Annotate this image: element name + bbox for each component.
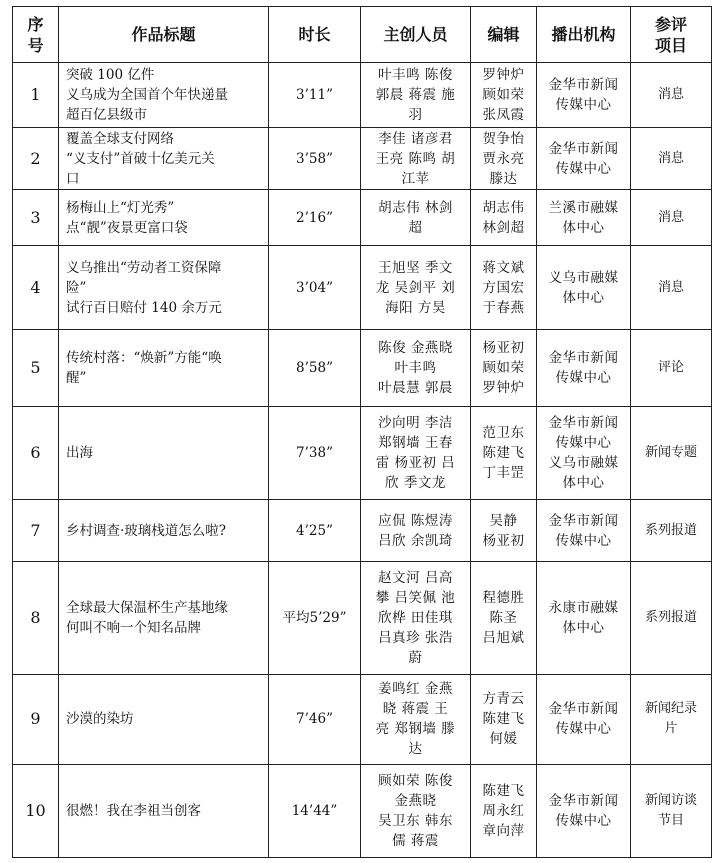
cell-line: 杨亚初 (482, 532, 525, 549)
creators (361, 562, 471, 674)
cell-line: 丁丰罡 (482, 464, 525, 481)
table-row (13, 128, 712, 190)
editors (471, 63, 537, 128)
table-row (13, 674, 712, 764)
header-category: 参评 项目 (631, 7, 712, 63)
row-number: 5 (13, 329, 59, 406)
cell-line: 覆盖全球支付网络 (66, 130, 174, 147)
work-title (59, 329, 269, 406)
cell-line: 节目 (657, 812, 684, 828)
editors (471, 500, 537, 562)
cell-line: 叶晨慧 郭晨 (378, 379, 453, 396)
work-title (59, 764, 269, 857)
cell-line: 评论 (657, 359, 684, 375)
creators (361, 246, 471, 329)
cell-line: 羽 (408, 107, 423, 124)
row-number: 6 (13, 406, 59, 499)
cell-line: 贺争怡 (482, 130, 525, 147)
duration: 3’11” (269, 63, 361, 128)
cell-line: 罗钟炉 (482, 379, 525, 396)
work-title (59, 246, 269, 329)
cell-line: 林剑超 (482, 219, 525, 236)
cell-line: 吴卫东 韩东 (378, 812, 453, 829)
cell-line: 传媒中心 (555, 97, 612, 114)
cell-line: 传媒中心 (555, 434, 612, 451)
award-category (631, 764, 712, 857)
cell-line: 何媛 (489, 731, 518, 748)
cell-line: 金华市新闻 (548, 792, 619, 809)
cell-line: 系列报道 (644, 522, 697, 538)
row-number: 9 (13, 674, 59, 764)
broadcast-org (537, 63, 631, 128)
cell-line: 金华市新闻 (548, 701, 619, 718)
table-row (13, 562, 712, 674)
broadcast-org (537, 674, 631, 764)
editors (471, 406, 537, 499)
cell-line: 江苹 (401, 170, 430, 187)
cell-line: 周永红 (482, 802, 525, 819)
broadcast-org (537, 406, 631, 499)
duration: 8’58” (269, 329, 361, 406)
cell-line: 体中心 (562, 474, 605, 491)
header-title: 作品标题 (59, 7, 269, 63)
cell-line: 突破 100 亿件 (66, 67, 155, 84)
broadcast-org (537, 764, 631, 857)
cell-line: 贾永亮 (482, 150, 525, 167)
cell-line: 顾如荣 陈俊 (378, 772, 453, 789)
cell-line: 乡村调查·玻璃栈道怎么啦? (66, 522, 227, 539)
cell-line: 沙向明 李洁 (378, 414, 453, 431)
cell-line: 陈圣 (489, 609, 518, 626)
cell-line: 于春燕 (482, 299, 525, 316)
row-number: 8 (13, 562, 59, 674)
cell-line: 方青云 (482, 691, 525, 708)
duration: 3’04” (269, 246, 361, 329)
cell-line: 新闻纪录 (644, 701, 697, 717)
cell-line: 程德胜 (482, 589, 525, 606)
cell-line: “义支付”首破十亿美元关 (66, 150, 215, 167)
table-row (13, 500, 712, 562)
work-title (59, 190, 269, 246)
cell-line: 片 (664, 721, 678, 737)
cell-line: 吴静 (489, 512, 518, 529)
editors (471, 764, 537, 857)
cell-line: 兰溪市融媒 (548, 199, 619, 216)
cell-line: 蔚 (408, 649, 423, 666)
cell-line: 郭晨 蒋震 施 (375, 87, 456, 104)
cell-line: 陈建飞 (482, 444, 525, 461)
cell-line: 试行百日赔付 140 余万元 (66, 299, 222, 316)
cell-line: 滕达 (489, 170, 518, 187)
cell-line: 姜鸣红 金燕 (378, 681, 453, 698)
broadcast-org (537, 562, 631, 674)
creators (361, 63, 471, 128)
editors (471, 562, 537, 674)
cell-line: 义乌市融媒 (548, 454, 619, 471)
cell-line: 吕欣 余凯琦 (378, 532, 453, 549)
cell-line: 叶丰鸣 (394, 359, 437, 376)
cell-line: 金华市新闻 (548, 512, 619, 529)
creators (361, 500, 471, 562)
work-title (59, 674, 269, 764)
creators (361, 674, 471, 764)
cell-line: 章向萍 (482, 822, 525, 839)
cell-line: 传统村落：“焕新”方能“唤 (66, 349, 222, 366)
cell-line: 全球最大保温杯生产基地缘 (66, 599, 228, 616)
broadcast-org (537, 190, 631, 246)
award-category (631, 246, 712, 329)
award-category (631, 128, 712, 190)
table-row (13, 63, 712, 128)
cell-line: 赵文河 吕高 (378, 569, 453, 586)
cell-line: 吕旭斌 (482, 629, 525, 646)
header-duration: 时长 (269, 7, 361, 63)
broadcast-org (537, 500, 631, 562)
creators (361, 190, 471, 246)
cell-line: 系列报道 (644, 609, 697, 625)
cell-line: 醒” (66, 369, 87, 386)
cell-line: 陈建飞 (482, 711, 525, 728)
header-row (13, 7, 712, 63)
cell-line: 郑钢墙 王春 (378, 434, 453, 451)
cell-line: 很燃！我在李祖当创客 (66, 802, 201, 819)
cell-line: 新闻专题 (644, 444, 697, 460)
cell-line: 王旭坚 季文 (378, 259, 453, 276)
cell-line: 杨亚初 (482, 339, 525, 356)
cell-line: 李佳 诸彦君 (378, 130, 453, 147)
row-number: 7 (13, 500, 59, 562)
cell-line: 方国宏 (482, 279, 525, 296)
creators (361, 764, 471, 857)
editors (471, 674, 537, 764)
cell-line: 新闻访谈 (644, 792, 697, 808)
table-row (13, 190, 712, 246)
work-title (59, 562, 269, 674)
header-seq: 序 号 (13, 7, 59, 63)
cell-line: 传媒中心 (555, 532, 612, 549)
cell-line: 出海 (66, 444, 93, 461)
row-number: 3 (13, 190, 59, 246)
duration: 7’38” (269, 406, 361, 499)
cell-line: 金华市新闻 (548, 77, 619, 94)
duration: 平均5’29” (269, 562, 361, 674)
cell-line: 杨梅山上“灯光秀” (66, 199, 175, 216)
editors (471, 246, 537, 329)
cell-line: 陈建飞 (482, 782, 525, 799)
cell-line: 顾如荣 (482, 359, 525, 376)
cell-line: 消息 (657, 279, 684, 295)
cell-line: 义乌推出“劳动者工资保障 (66, 259, 222, 276)
award-category (631, 329, 712, 406)
creators (361, 329, 471, 406)
cell-line: 雷 杨亚初 吕 (375, 454, 456, 471)
award-category (631, 500, 712, 562)
cell-line: 海阳 方昊 (385, 299, 446, 316)
cell-line: 应侃 陈煜涛 (378, 512, 453, 529)
cell-line: 体中心 (562, 619, 605, 636)
cell-line: 消息 (657, 209, 684, 225)
row-number: 1 (13, 63, 59, 128)
row-number: 2 (13, 128, 59, 190)
table-row (13, 764, 712, 857)
cell-line: 叶丰鸣 陈俊 (378, 67, 453, 84)
cell-line: 儒 蒋震 (392, 832, 439, 849)
cell-line: 点“靓”夜景更富口袋 (66, 219, 188, 236)
award-category (631, 406, 712, 499)
cell-line: 蒋文斌 (482, 259, 525, 276)
cell-line: 消息 (657, 150, 684, 166)
cell-line: 金华市新闻 (548, 349, 619, 366)
cell-line: 范卫东 (482, 424, 525, 441)
creators (361, 406, 471, 499)
duration: 7’46” (269, 674, 361, 764)
cell-line: 义乌市融媒 (548, 269, 619, 286)
editors (471, 329, 537, 406)
cell-line: 攀 吕笑佩 池 (375, 589, 456, 606)
editors (471, 128, 537, 190)
cell-line: 超百亿县级市 (66, 107, 147, 124)
cell-line: 欣桦 田佳琪 (378, 609, 453, 626)
cell-line: 传媒中心 (555, 160, 612, 177)
header-creators: 主创人员 (361, 7, 471, 63)
work-title (59, 406, 269, 499)
work-title (59, 500, 269, 562)
row-number: 4 (13, 246, 59, 329)
header-editors: 编辑 (471, 7, 537, 63)
cell-line: 何叫不响一个知名品牌 (66, 619, 201, 636)
cell-line: 消息 (657, 87, 684, 103)
duration: 14’44” (269, 764, 361, 857)
cell-line: 义乌成为全国首个年快递量 (66, 87, 228, 104)
creators (361, 128, 471, 190)
cell-line: 传媒中心 (555, 812, 612, 829)
cell-line: 险” (66, 279, 87, 296)
cell-line: 胡志伟 (482, 199, 525, 216)
table-body (13, 63, 712, 858)
cell-line: 传媒中心 (555, 721, 612, 738)
table-row (13, 246, 712, 329)
award-category (631, 63, 712, 128)
cell-line: 亮 郑钢墙 滕 (375, 721, 456, 738)
cell-line: 传媒中心 (555, 369, 612, 386)
cell-line: 金燕晓 (394, 792, 437, 809)
cell-line: 欣 季文龙 (385, 474, 446, 491)
header-org: 播出机构 (537, 7, 631, 63)
cell-line: 口 (66, 170, 80, 187)
editors (471, 190, 537, 246)
cell-line: 金华市新闻 (548, 414, 619, 431)
cell-line: 体中心 (562, 219, 605, 236)
cell-line: 张凤霞 (482, 107, 525, 124)
broadcast-org (537, 128, 631, 190)
award-category (631, 674, 712, 764)
cell-line: 顾如荣 (482, 87, 525, 104)
work-title (59, 63, 269, 128)
cell-line: 达 (408, 741, 423, 758)
award-category (631, 190, 712, 246)
cell-line: 王亮 陈鸣 胡 (375, 150, 456, 167)
cell-line: 陈俊 金燕晓 (378, 339, 453, 356)
awards-table (12, 6, 712, 858)
work-title (59, 128, 269, 190)
broadcast-org (537, 246, 631, 329)
cell-line: 体中心 (562, 289, 605, 306)
table-row (13, 329, 712, 406)
row-number: 10 (13, 764, 59, 857)
award-category (631, 562, 712, 674)
cell-line: 永康市融媒 (548, 599, 619, 616)
cell-line: 晓 蒋震 王 (382, 701, 449, 718)
duration: 3’58” (269, 128, 361, 190)
cell-line: 胡志伟 林剑 (378, 199, 453, 216)
table-row (13, 406, 712, 499)
broadcast-org (537, 329, 631, 406)
cell-line: 金华市新闻 (548, 140, 619, 157)
duration: 2’16” (269, 190, 361, 246)
cell-line: 龙 吴剑平 刘 (375, 279, 456, 296)
cell-line: 沙漠的染坊 (66, 711, 134, 728)
cell-line: 罗钟炉 (482, 67, 525, 84)
cell-line: 吕真珍 张浩 (378, 629, 453, 646)
cell-line: 超 (408, 219, 423, 236)
duration: 4’25” (269, 500, 361, 562)
